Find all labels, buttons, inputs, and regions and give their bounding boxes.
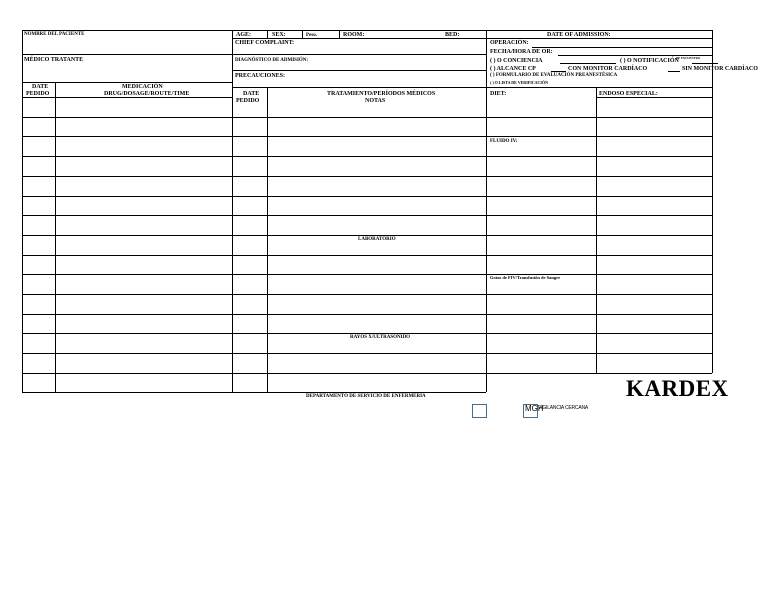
grid-line <box>22 97 232 98</box>
grid-line <box>22 176 712 177</box>
date-pedido-header-1: DATE <box>32 84 49 90</box>
date-of-admission-label: DATE OF ADMISSION: <box>547 32 611 38</box>
grid-line <box>596 97 712 98</box>
grid-line <box>232 87 712 88</box>
diagnostico-label: DIAGNÓSTICO DE ADMISIÓN: <box>235 58 309 63</box>
formulario-option: ( ) FORMULARIO DE EVALUACIÓN PREANESTÉSICA <box>490 73 618 78</box>
grid-line <box>22 353 712 354</box>
medicacion-header-2: DRUG/DOSAGE/ROUTE/TIME <box>104 91 190 97</box>
checkbox-empty[interactable] <box>472 404 487 418</box>
fecha-blank <box>558 55 712 56</box>
grid-line <box>22 196 712 197</box>
grid-line <box>22 392 486 393</box>
age-label: AGE: <box>236 32 251 38</box>
medicacion-header-1: MEDICACIÓN <box>122 84 163 90</box>
grid-line <box>22 215 712 216</box>
chief-complaint-label: CHIEF COMPLAINT: <box>235 40 295 46</box>
notificacion-option: ( ) O NOTIFICACIÓN <box>620 58 679 64</box>
grid-line <box>267 30 268 38</box>
fecha-hora-or-label: FECHA/HORA DE OR: <box>490 49 553 55</box>
grid-line <box>22 136 712 137</box>
grid-line <box>22 82 232 83</box>
grid-line <box>22 294 712 295</box>
grid-line <box>339 30 340 38</box>
notificacion-small-label: DE ENCUENTRO <box>676 56 701 60</box>
monitor-blank <box>668 71 680 72</box>
grid-line <box>232 70 486 71</box>
con-monitor-option: CON MONITOR CARDÍACO <box>568 66 648 72</box>
mgh-label: MGH <box>525 404 544 413</box>
endoso-especial-header: ENDOSO ESPECIAL: <box>599 91 658 97</box>
peso-label: Peso. <box>306 33 317 38</box>
grid-line <box>232 30 233 392</box>
grid-line <box>22 54 486 55</box>
fluido-iv-label: FLUIDO IV: <box>490 139 518 144</box>
conciencia-blank <box>560 63 616 64</box>
kardex-title: KARDEX <box>626 376 729 401</box>
room-label: ROOM: <box>343 32 365 38</box>
notificacion-blank <box>692 63 718 64</box>
grid-line <box>486 30 487 392</box>
grid-line <box>302 30 303 38</box>
precauciones-label: PRECAUCIONES: <box>235 73 286 79</box>
grid-line <box>22 235 712 236</box>
grid-line <box>22 30 712 31</box>
rayos-label: RAYOS X/ULTRASONIDO <box>350 335 411 340</box>
date-pedido-2-header-2: PEDIDO <box>236 98 260 104</box>
operacion-label: OPERACIÓN: <box>490 40 529 46</box>
grid-line <box>55 82 56 392</box>
diet-header: DIET: <box>490 91 507 97</box>
grid-line <box>22 30 23 392</box>
medico-tratante-label: MÉDICO TRATANTE <box>24 57 84 63</box>
grid-line <box>22 255 712 256</box>
department-label: DEPARTAMENTO DE SERVICIO DE ENFERMERÍA <box>306 394 426 399</box>
gotas-label: Gotas de FIV/Transfusión de Sangre <box>490 275 561 280</box>
tratamiento-header-1: TRATAMIENTO/PERÍODOS MÉDICOS <box>327 91 436 97</box>
alcance-blank <box>551 71 566 72</box>
patient-name-label: NOMBRE DEL PACIENTE <box>24 32 85 37</box>
alcance-option: ( ) ALCANCE CP <box>490 66 536 72</box>
sin-monitor-option: SIN MONITOR CARDÍACO <box>682 66 758 72</box>
lista-option: ( ) O LISTA DE VERIFICACIÓN <box>490 80 548 85</box>
grid-line <box>22 333 712 334</box>
grid-line <box>232 38 712 39</box>
grid-line <box>22 117 712 118</box>
grid-line <box>22 314 712 315</box>
operacion-blank <box>532 47 712 48</box>
laboratorio-label: LABORATORIO <box>358 237 396 242</box>
tratamiento-header-2: NOTAS <box>365 98 386 104</box>
date-pedido-header-2: PEDIDO <box>26 91 50 97</box>
grid-line <box>712 30 713 373</box>
sex-label: SEX: <box>272 32 286 38</box>
bed-label: BED: <box>445 32 460 38</box>
date-pedido-2-header-1: DATE <box>243 91 260 97</box>
grid-line <box>267 87 268 392</box>
conciencia-option: ( ) O CONCIENCIA <box>490 58 543 64</box>
grid-line <box>22 373 712 374</box>
grid-line <box>22 156 712 157</box>
grid-line <box>596 87 597 373</box>
grid-line <box>22 274 712 275</box>
vigilancia-label: VIGILANCIA CERCANA <box>538 405 589 411</box>
